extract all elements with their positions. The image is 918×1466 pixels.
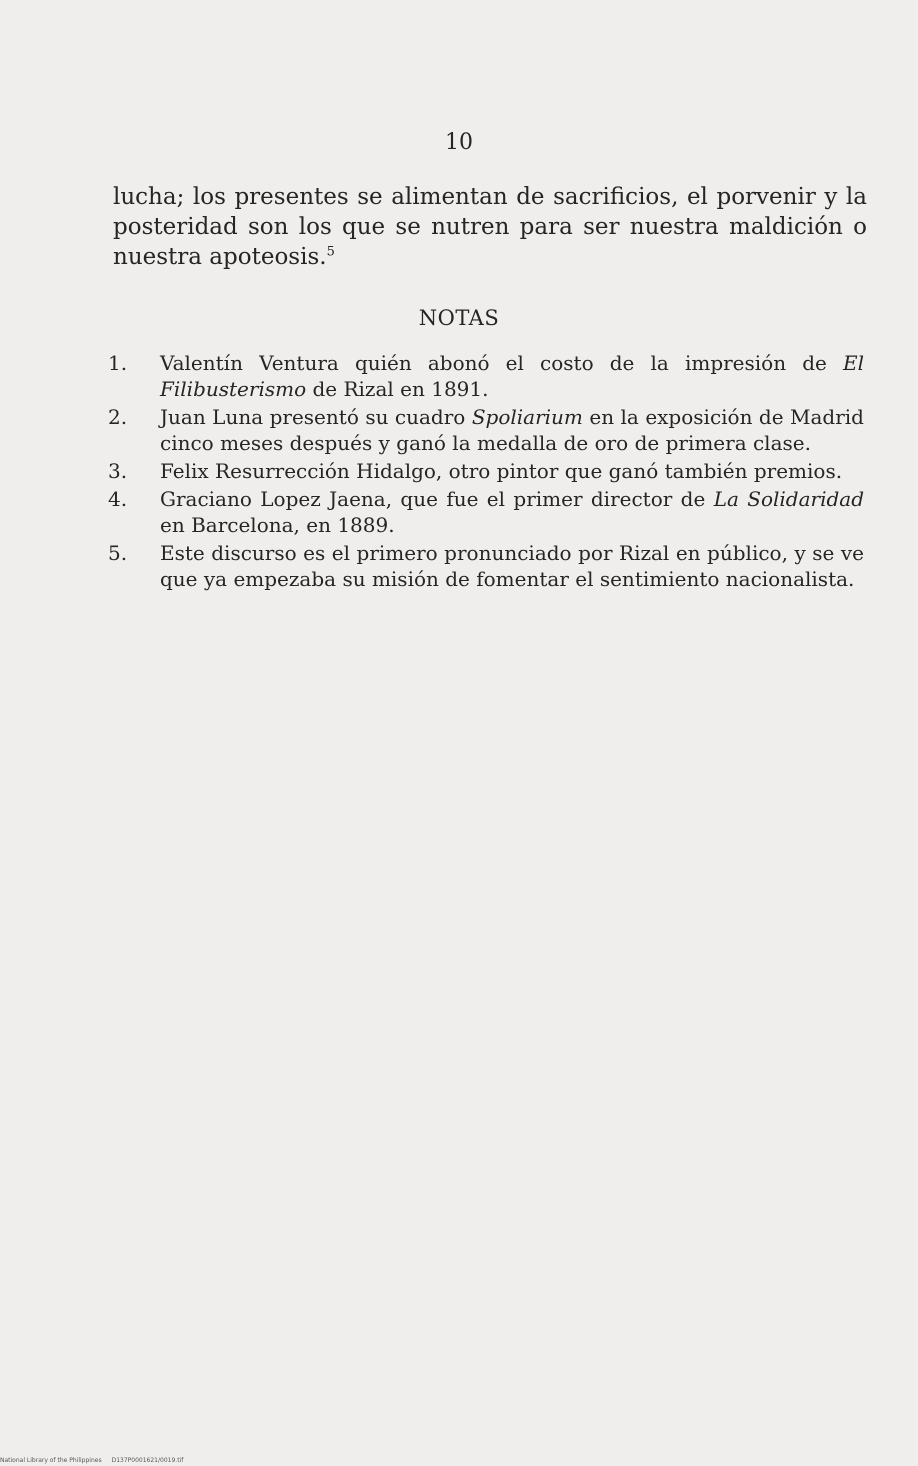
note-text-segment: en la exposición de Madrid cinco meses después y ganó la medalla de oro de primera clase. [160,405,864,455]
notes-list [108,350,864,594]
note-text [160,487,864,537]
note-italic-title: Spoliarium [471,405,583,429]
note-number: 1. [108,351,128,375]
footer-credit [0,1457,193,1465]
footnote-reference: 5 [326,244,335,260]
body-paragraph [113,182,867,272]
note-text-segment: Felix Resurrección Hidalgo, otro pintor que ganó también premios. [160,459,843,483]
note-number: 2. [108,405,128,429]
note-text-segment: Graciano Lopez Jaena, que fue el primer director de [160,487,714,511]
note-number: 5. [108,541,128,565]
note-item [108,540,864,592]
note-text-segment: de Rizal en 1891. [306,377,489,401]
note-text [160,541,864,591]
library-credit: National Library of the Philippines [0,1457,102,1464]
note-text [160,459,842,483]
note-text [160,405,864,455]
note-text-segment: Este discurso es el primero pronunciado por Rizal en público, y se ve que ya empezaba su misión de fomentar el sentimiento nacionalista. [160,541,864,591]
note-text-segment: Valentín Ventura quién abonó el costo de la impresión de [160,351,843,375]
note-italic-title: La Solidaridad [713,487,865,511]
note-text-segment: en Barcelona, en 1889. [160,513,395,537]
note-item [108,404,864,456]
scan-code: D137P0001621/0019.tif [111,1457,184,1464]
note-item [108,458,864,484]
notes-heading: NOTAS [418,306,500,330]
body-text: lucha; los presentes se alimentan de sacrificios, el porvenir y la posteridad son los que se nutren para ser nuestra maldición o nuestra apoteosis. [113,184,867,270]
page-number: 10 [445,130,473,155]
note-text-segment: Juan Luna presentó su cuadro [160,405,472,429]
note-text [160,351,864,401]
note-item [108,486,864,538]
note-item [108,350,864,402]
note-number: 4. [108,487,128,511]
note-italic-title: El Filibusterismo [160,351,864,401]
note-number: 3. [108,459,128,483]
